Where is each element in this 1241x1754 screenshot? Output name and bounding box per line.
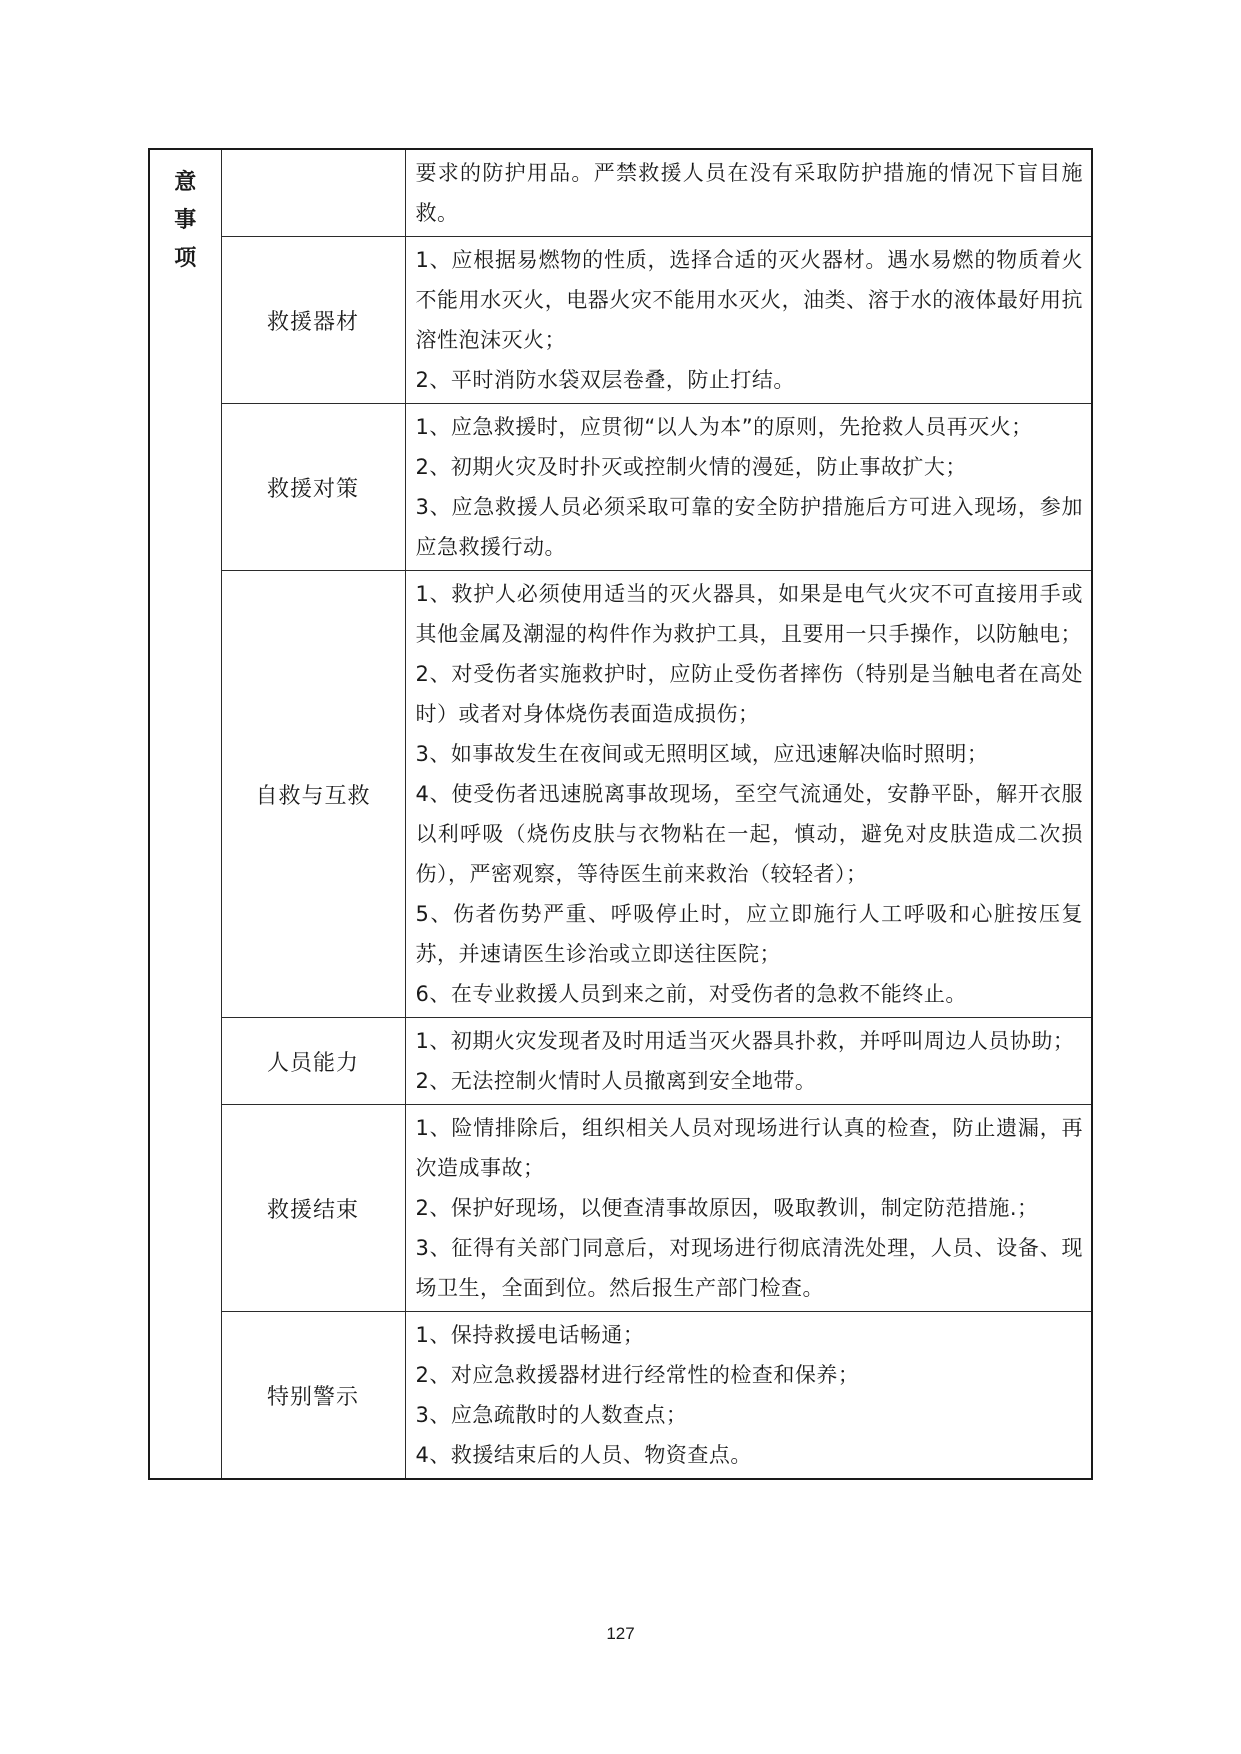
- content-line: 2、初期火灾及时扑灭或控制火情的漫延，防止事故扩大；: [415, 455, 967, 479]
- content-line: 1、应根据易燃物的性质，选择合适的灭火器材。遇水易燃的物质着火不能用水灭火，电器火灾不能用水灭火，油类、溶于水的液体最好用抗溶性泡沫灭火；: [415, 248, 1083, 352]
- table-row: [149, 149, 1092, 237]
- content-line: 2、平时消防水袋双层卷叠，防止打结。: [415, 368, 795, 392]
- content-line: 1、初期火灾发现者及时用适当灭火器具扑救，并呼叫周边人员协助；: [415, 1029, 1075, 1053]
- content-line: 2、对受伤者实施救护时，应防止受伤者摔伤（特别是当触电者在高处时）或者对身体烧伤表面造成损伤；: [415, 662, 1083, 726]
- category-label: 救援结束: [266, 1197, 359, 1223]
- content-line: 要求的防护用品。严禁救援人员在没有采取防护措施的情况下盲目施救。: [415, 161, 1083, 225]
- content-line: 1、应急救援时，应贯彻“以人为本”的原则，先抢救人员再灭火；: [415, 415, 1033, 439]
- category-cell: [221, 237, 405, 404]
- content-cell: [405, 149, 1092, 237]
- content-line: 2、保护好现场，以便查清事故原因，吸取教训，制定防范措施.；: [415, 1196, 1039, 1220]
- category-cell: [221, 149, 405, 237]
- category-cell: [221, 1312, 405, 1480]
- category-label: 救援对策: [266, 476, 359, 502]
- content-line: 4、使受伤者迅速脱离事故现场，至空气流通处，安静平卧，解开衣服以利呼吸（烧伤皮肤与衣物粘在一起，慎动，避免对皮肤造成二次损伤），严密观察，等待医生前来救治（较轻者）；: [415, 782, 1083, 886]
- category-cell: [221, 571, 405, 1018]
- content-line: 1、保持救援电话畅通；: [415, 1323, 645, 1347]
- side-label-cell: [149, 149, 221, 1479]
- side-label: 意事项: [174, 170, 197, 271]
- content-line: 3、征得有关部门同意后，对现场进行彻底清洗处理，人员、设备、现场卫生，全面到位。然后报生产部门检查。: [415, 1236, 1083, 1300]
- category-cell: [221, 404, 405, 571]
- content-line: 1、救护人必须使用适当的灭火器具，如果是电气火灾不可直接用手或其他金属及潮湿的构件作为救护工具，且要用一只手操作，以防触电；: [415, 582, 1083, 646]
- content-line: 6、在专业救援人员到来之前，对受伤者的急救不能终止。: [415, 982, 967, 1006]
- content-cell: [405, 1018, 1092, 1105]
- table-row: [149, 1312, 1092, 1480]
- category-label: 自救与互救: [255, 783, 371, 809]
- content-line: 5、伤者伤势严重、呼吸停止时，应立即施行人工呼吸和心脏按压复苏，并速请医生诊治或立即送往医院；: [415, 902, 1083, 966]
- category-label: 特别警示: [266, 1384, 359, 1410]
- content-cell: [405, 237, 1092, 404]
- content-cell: [405, 571, 1092, 1018]
- content-cell: [405, 1105, 1092, 1312]
- table-row: [149, 1018, 1092, 1105]
- content-line: 4、救援结束后的人员、物资查点。: [415, 1443, 752, 1467]
- content-line: 3、应急疏散时的人数查点；: [415, 1403, 688, 1427]
- table-row: [149, 237, 1092, 404]
- content-line: 2、对应急救援器材进行经常性的检查和保养；: [415, 1363, 860, 1387]
- notes-table: [148, 148, 1093, 1480]
- category-cell: [221, 1018, 405, 1105]
- content-line: 3、如事故发生在夜间或无照明区域，应迅速解决临时照明；: [415, 742, 989, 766]
- content-line: 1、险情排除后，组织相关人员对现场进行认真的检查，防止遗漏，再次造成事故；: [415, 1116, 1083, 1180]
- content-line: 2、无法控制火情时人员撤离到安全地带。: [415, 1069, 817, 1093]
- content-cell: [405, 1312, 1092, 1480]
- category-label: 救援器材: [266, 309, 359, 335]
- category-cell: [221, 1105, 405, 1312]
- table-row: [149, 1105, 1092, 1312]
- table-row: [149, 404, 1092, 571]
- table-row: [149, 571, 1092, 1018]
- page-number: 127: [606, 1624, 635, 1643]
- category-label: 人员能力: [266, 1050, 359, 1076]
- content-line: 3、应急救援人员必须采取可靠的安全防护措施后方可进入现场，参加应急救援行动。: [415, 495, 1083, 559]
- content-cell: [405, 404, 1092, 571]
